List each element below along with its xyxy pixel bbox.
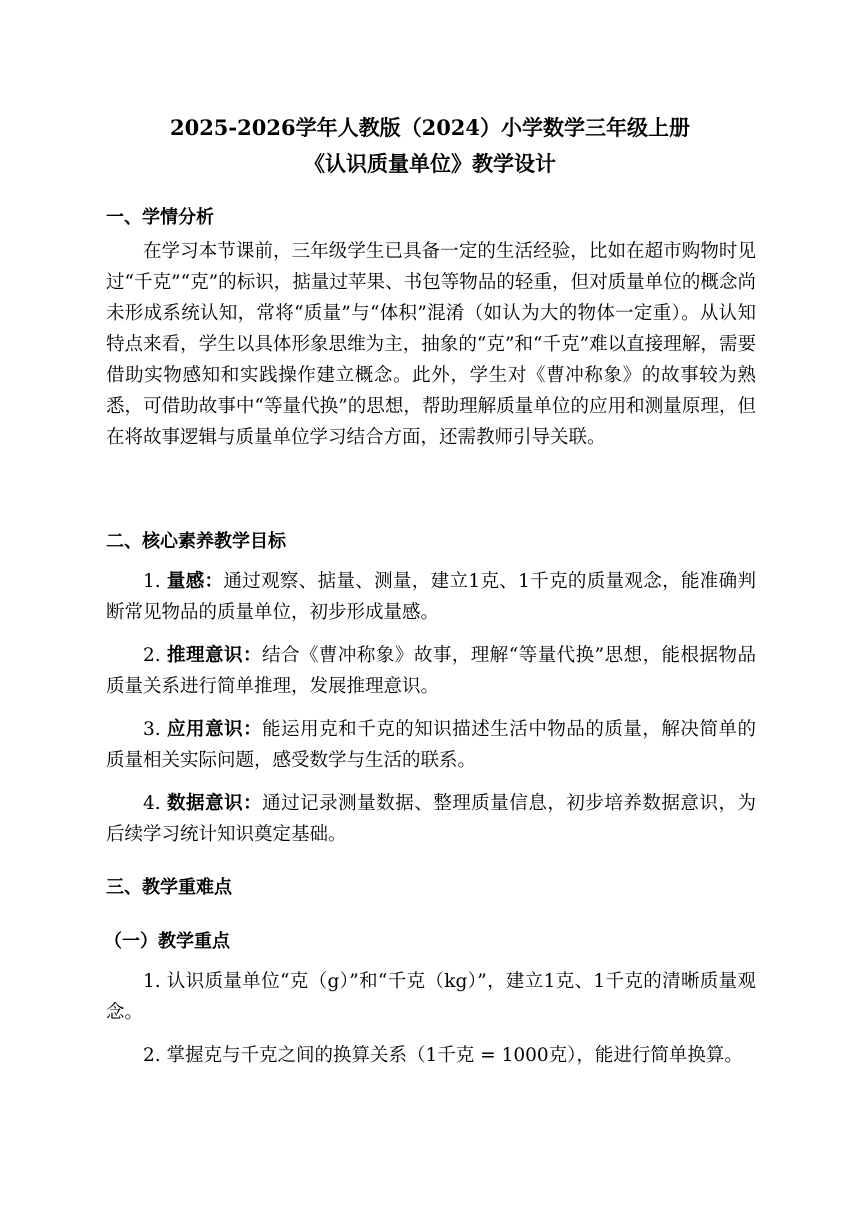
key-point-item-1: 1. 认识质量单位“克（g）”和“千克（kg）”，建立1克、1千克的清晰质量观念。 — [106, 971, 756, 1023]
key-point-item-2: 2. 掌握克与千克之间的换算关系（1千克 = 1000克），能进行简单换算。 — [143, 1045, 743, 1066]
goal-item-1 — [106, 566, 756, 628]
section1-heading: 一、学情分析 — [106, 207, 214, 228]
goal-item-3 — [106, 714, 756, 776]
goal-3-number: 3. — [143, 719, 168, 740]
goal-1-text: 通过观察、掂量、测量，建立1克、1千克的质量观念，能准确判断常见物品的质量单位，初步形成量感。 — [106, 571, 756, 623]
goal-4-text: 通过记录测量数据、整理质量信息，初步培养数据意识，为后续学习统计知识奠定基础。 — [106, 793, 756, 845]
goal-2-number: 2. — [143, 645, 168, 666]
document-title-line2: 《认识质量单位》教学设计 — [304, 151, 556, 176]
goal-4-number: 4. — [143, 793, 168, 814]
document-title-line1: 2025-2026学年人教版（2024）小学数学三年级上册 — [169, 115, 691, 140]
goal-3-text: 能运用克和千克的知识描述生活中物品的质量，解决简单的质量相关实际问题，感受数学与生活的联系。 — [106, 719, 756, 771]
goal-2-lead: 推理意识： — [167, 645, 262, 666]
goal-3-lead: 应用意识： — [167, 719, 263, 740]
section3-heading: 三、教学重难点 — [106, 877, 232, 898]
goal-item-2 — [106, 640, 756, 702]
goal-1-number: 1. — [143, 571, 167, 592]
goal-4-lead: 数据意识： — [167, 793, 263, 814]
goal-1-lead: 量感： — [166, 571, 224, 592]
section1-paragraph: 在学习本节课前，三年级学生已具备一定的生活经验，比如在超市购物时见过“千克”“克”的标识，掂量过苹果、书包等物品的轻重，但对质量单位的概念尚未形成系统认知，常将“质量”与“体积”混淆（如认为大的物体一定重）。从认知特点来看，学生以具体形象思维为主，抽象的“克”和“千克”难以直接理解，需要借助实物感知和实践操作建立概念。此外，学生对《曹冲称象》的故事较为熟悉，可借助故事中“等量代换”的思想，帮助理解质量单位的应用和测量原理，但在将故事逻辑与质量单位学习结合方面，还需教师引导关联。 — [106, 241, 756, 448]
goal-2-text: 结合《曹冲称象》故事，理解“等量代换”思想，能根据物品质量关系进行简单推理，发展推理意识。 — [106, 645, 756, 697]
section2-heading: 二、核心素养教学目标 — [106, 531, 286, 552]
section3-sub1-heading: （一）教学重点 — [104, 931, 230, 952]
goal-item-4 — [106, 788, 756, 850]
